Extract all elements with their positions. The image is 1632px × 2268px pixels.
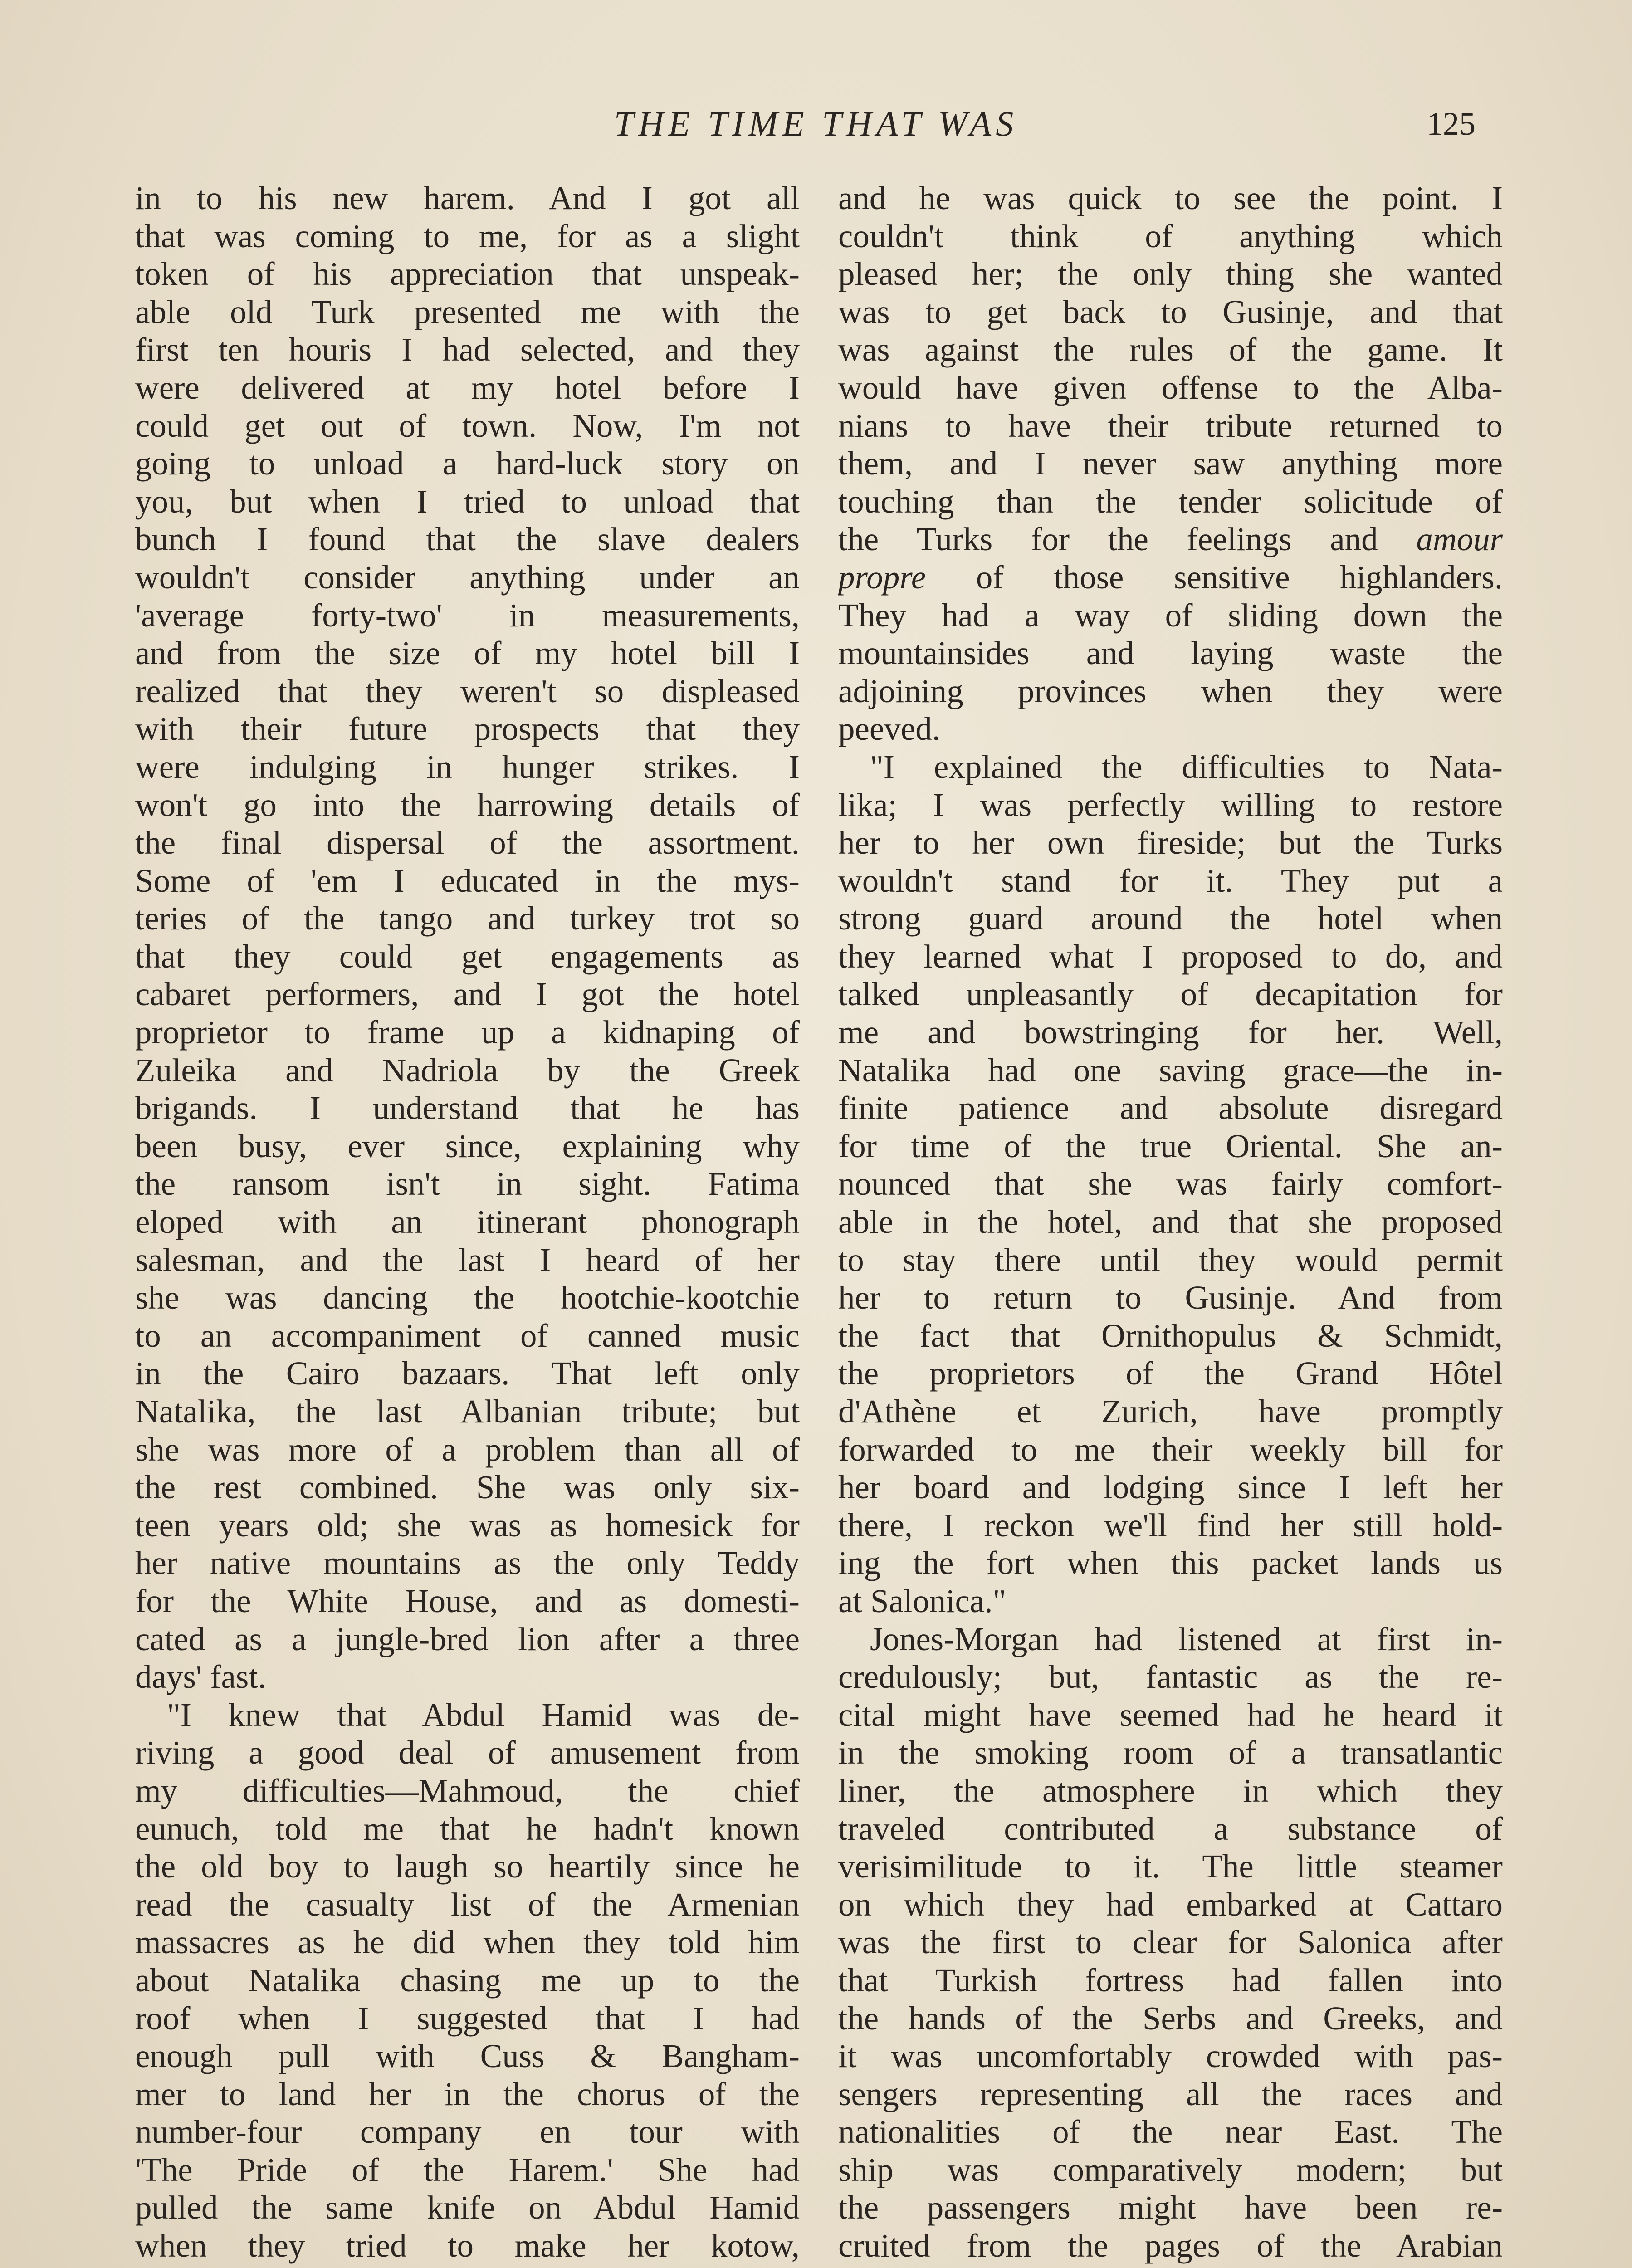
text-column-right — [838, 179, 1503, 2265]
text-line — [135, 862, 800, 900]
text-line — [135, 1317, 800, 1355]
text-line — [838, 2037, 1503, 2075]
line-text: forwarded to me their weekly bill for — [838, 1431, 1503, 1468]
text-line — [135, 1089, 800, 1127]
line-text: me and bowstringing for her. Well, — [838, 1014, 1503, 1051]
line-text: was to get back to Gusinje, and that — [838, 293, 1503, 330]
line-text: strong guard around the hotel when — [838, 900, 1503, 937]
text-line — [135, 786, 800, 824]
line-text: in to his new harem. And I got all — [135, 180, 800, 216]
line-text: liner, the atmosphere in which they — [838, 1772, 1503, 1809]
line-text: in the Cairo bazaars. That left only — [135, 1355, 800, 1392]
line-text: bunch I found that the slave dealers — [135, 521, 800, 558]
text-line — [135, 217, 800, 255]
text-line — [838, 672, 1503, 710]
text-line — [838, 1431, 1503, 1469]
line-text: would have given offense to the Alba- — [838, 369, 1503, 406]
text-line — [135, 1127, 800, 1165]
text-line — [135, 748, 800, 786]
text-line — [135, 2151, 800, 2189]
line-text: touching than the tender solicitude of — [838, 483, 1503, 520]
line-text: Zuleika and Nadriola by the Greek — [135, 1051, 800, 1089]
line-text: number-four company en tour with — [135, 2113, 800, 2151]
text-line — [135, 899, 800, 938]
text-line — [838, 1848, 1503, 1886]
text-line — [838, 1279, 1503, 1317]
line-text: proprietor to frame up a kidnaping of — [135, 1014, 800, 1051]
text-line — [135, 1506, 800, 1545]
line-text: was against the rules of the game. It — [838, 331, 1503, 368]
text-line — [838, 1544, 1503, 1582]
line-text: the rest combined. She was only six- — [135, 1469, 800, 1506]
text-line — [838, 483, 1503, 521]
line-text: wouldn't stand for it. They put a — [838, 862, 1503, 899]
line-text: pleased her; the only thing she wanted — [838, 255, 1503, 293]
text-line — [838, 862, 1503, 900]
text-line — [838, 1582, 1503, 1620]
text-line — [838, 1127, 1503, 1165]
line-text: her board and lodging since I left her — [838, 1469, 1503, 1506]
text-line — [135, 634, 800, 672]
text-line — [135, 293, 800, 331]
text-line — [838, 1961, 1503, 1999]
line-text: mer to land her in the chorus of the — [135, 2075, 800, 2112]
line-text: mountainsides and laying waste the — [838, 635, 1503, 672]
text-line — [135, 1772, 800, 1810]
line-text: cruited from the pages of the Arabian — [838, 2227, 1503, 2264]
italic-phrase: propre — [838, 558, 926, 596]
line-text: her to return to Gusinje. And from — [838, 1279, 1503, 1316]
line-text: it was uncomfortably crowded with pas- — [838, 2038, 1503, 2075]
line-text: massacres as he did when they told him — [135, 1924, 800, 1961]
text-line — [838, 634, 1503, 672]
line-text: eloped with an itinerant phonograph — [135, 1203, 800, 1241]
running-title: THE TIME THAT WAS — [614, 104, 1018, 143]
line-text: her native mountains as the only Teddy — [135, 1545, 800, 1582]
text-line — [135, 1241, 800, 1279]
line-text: about Natalika chasing me up to the — [135, 1961, 800, 1999]
line-text: that they could get engagements as — [135, 938, 800, 975]
line-text: the proprietors of the Grand Hôtel — [838, 1355, 1503, 1392]
text-line — [838, 2075, 1503, 2113]
text-line — [838, 710, 1503, 748]
line-text: 'The Pride of the Harem.' She had — [135, 2151, 800, 2188]
line-text: the passengers might have been re- — [838, 2189, 1503, 2226]
line-text: ing the fort when this packet lands us — [838, 1545, 1503, 1582]
text-line — [838, 2189, 1503, 2227]
line-text: traveled contributed a substance of — [838, 1810, 1503, 1847]
text-line — [838, 217, 1503, 255]
text-line — [135, 1810, 800, 1848]
text-line — [135, 255, 800, 293]
line-text: peeved. — [838, 710, 940, 748]
line-text: were delivered at my hotel before I — [135, 369, 800, 406]
line-text: the ransom isn't in sight. Fatima — [135, 1165, 800, 1202]
line-text: could get out of town. Now, I'm not — [135, 407, 800, 444]
line-text: nians to have their tribute returned to — [838, 407, 1503, 444]
line-text: 'average forty-two' in measurements, — [135, 596, 800, 634]
line-text: enough pull with Cuss & Bangham- — [135, 2038, 800, 2075]
text-line — [838, 179, 1503, 217]
text-line — [135, 520, 800, 558]
line-text: was the first to clear for Salonica after — [838, 1924, 1503, 1961]
text-line — [838, 1810, 1503, 1848]
text-line — [135, 1051, 800, 1090]
line-text: on which they had embarked at Cattaro — [838, 1886, 1503, 1923]
line-text: finite patience and absolute disregard — [838, 1090, 1503, 1127]
text-line — [838, 520, 1503, 558]
text-line — [838, 1696, 1503, 1734]
text-line — [838, 1999, 1503, 2038]
line-text: couldn't think of anything which — [838, 217, 1503, 254]
line-text: Natalika had one saving grace—the in- — [838, 1051, 1503, 1089]
text-line — [135, 710, 800, 748]
line-text: read the casualty list of the Armenian — [135, 1886, 800, 1923]
text-line — [135, 2075, 800, 2113]
text-line — [135, 1886, 800, 1924]
text-line — [135, 483, 800, 521]
line-text: verisimilitude to it. The little steamer — [838, 1848, 1503, 1885]
text-line — [135, 1354, 800, 1393]
text-line — [838, 407, 1503, 445]
text-line — [838, 786, 1503, 824]
line-text: lika; I was perfectly willing to restore — [838, 786, 1503, 823]
line-text: in the smoking room of a transatlantic — [838, 1734, 1503, 1771]
text-column-left — [135, 179, 800, 2265]
line-text: talked unpleasantly of decapitation for — [838, 976, 1503, 1013]
line-text: Jones-Morgan had listened at first in- — [870, 1620, 1503, 1657]
text-line — [838, 899, 1503, 938]
text-line — [838, 2151, 1503, 2189]
text-line — [135, 1431, 800, 1469]
line-text: the fact that Ornithopulus & Schmidt, — [838, 1317, 1503, 1354]
text-line — [838, 445, 1503, 483]
text-line — [838, 2227, 1503, 2265]
line-text: of those sensitive highlanders. — [926, 558, 1503, 596]
text-line — [838, 369, 1503, 407]
text-line — [135, 1165, 800, 1203]
text-line — [135, 824, 800, 862]
text-line — [135, 1696, 800, 1734]
text-line — [838, 1620, 1503, 1658]
text-line — [135, 1203, 800, 1241]
line-text: eunuch, told me that he hadn't known — [135, 1810, 800, 1847]
line-text: They had a way of sliding down the — [838, 596, 1503, 634]
text-line — [838, 1506, 1503, 1545]
text-line — [135, 369, 800, 407]
text-line — [838, 1317, 1503, 1355]
text-line — [838, 1089, 1503, 1127]
line-text: at Salonica." — [838, 1582, 1007, 1619]
line-text: they learned what I proposed to do, and — [838, 938, 1503, 975]
line-text: were indulging in hunger strikes. I — [135, 748, 800, 785]
text-line — [838, 1772, 1503, 1810]
text-line — [838, 255, 1503, 293]
line-text: won't go into the harrowing details of — [135, 786, 800, 823]
line-text: she was dancing the hootchie-kootchie — [135, 1279, 800, 1316]
line-text: brigands. I understand that he has — [135, 1090, 800, 1127]
line-text: Natalika, the last Albanian tribute; but — [135, 1393, 800, 1430]
text-line — [838, 1734, 1503, 1772]
text-line — [135, 2113, 800, 2151]
text-line — [135, 1961, 800, 1999]
line-text: token of his appreciation that unspeak- — [135, 255, 800, 293]
line-text: roof when I suggested that I had — [135, 1999, 800, 2037]
line-text: credulously; but, fantastic as the re- — [838, 1658, 1503, 1696]
line-text: been busy, ever since, explaining why — [135, 1127, 800, 1164]
line-text: ship was comparatively modern; but — [838, 2151, 1503, 2188]
line-text: the final dispersal of the assortment. — [135, 824, 800, 861]
text-line — [135, 1544, 800, 1582]
line-text: going to unload a hard-luck story on — [135, 445, 800, 482]
text-line — [838, 975, 1503, 1013]
line-text: she was more of a problem than all of — [135, 1431, 800, 1468]
text-line — [838, 596, 1503, 635]
line-text: the old boy to laugh so heartily since he — [135, 1848, 800, 1885]
text-line — [135, 1393, 800, 1431]
running-head — [0, 99, 1632, 149]
text-line — [135, 407, 800, 445]
line-text: with their future prospects that they — [135, 710, 800, 748]
text-line — [135, 1734, 800, 1772]
text-line — [135, 938, 800, 976]
text-line — [135, 331, 800, 369]
text-line — [135, 1013, 800, 1051]
line-text: that Turkish fortress had fallen into — [838, 1961, 1503, 1999]
line-text: realized that they weren't so displeased — [135, 672, 800, 709]
line-text: d'Athène et Zurich, have promptly — [838, 1393, 1503, 1430]
line-text: you, but when I tried to unload that — [135, 483, 800, 520]
text-line — [838, 1165, 1503, 1203]
line-text: able old Turk presented me with the — [135, 293, 800, 330]
line-text: "I knew that Abdul Hamid was de- — [167, 1696, 800, 1733]
text-line — [838, 938, 1503, 976]
line-text: the Turks for the feelings and — [838, 521, 1417, 558]
line-text: cated as a jungle-bred lion after a three — [135, 1620, 800, 1657]
line-text: sengers representing all the races and — [838, 2075, 1503, 2112]
line-text: adjoining provinces when they were — [838, 672, 1503, 709]
line-text: nounced that she was fairly comfort- — [838, 1165, 1503, 1202]
text-line — [838, 1203, 1503, 1241]
line-text: first ten houris I had selected, and they — [135, 331, 800, 368]
text-line — [135, 558, 800, 596]
italic-phrase: amour — [1416, 521, 1503, 558]
line-text: teen years old; she was as homesick for — [135, 1506, 800, 1544]
text-line — [135, 1620, 800, 1658]
text-line — [135, 1848, 800, 1886]
text-line — [135, 672, 800, 710]
line-text: pulled the same knife on Abdul Hamid — [135, 2189, 800, 2226]
text-line — [838, 1468, 1503, 1506]
text-line — [135, 596, 800, 635]
line-text: for time of the true Oriental. She an- — [838, 1127, 1503, 1164]
line-text: salesman, and the last I heard of her — [135, 1241, 800, 1278]
line-text: there, I reckon we'll find her still hold- — [838, 1506, 1503, 1544]
text-line — [135, 1658, 800, 1696]
line-text: and from the size of my hotel bill I — [135, 635, 800, 672]
line-text: able in the hotel, and that she proposed — [838, 1203, 1503, 1241]
text-line — [135, 179, 800, 217]
line-text: cabaret performers, and I got the hotel — [135, 976, 800, 1013]
text-line — [838, 1923, 1503, 1961]
text-line — [135, 2189, 800, 2227]
text-line — [838, 1241, 1503, 1279]
text-line — [838, 2113, 1503, 2151]
line-text: Some of 'em I educated in the mys- — [135, 862, 800, 899]
line-text: teries of the tango and turkey trot so — [135, 900, 800, 937]
text-line — [135, 1468, 800, 1506]
text-line — [838, 824, 1503, 862]
line-text: that was coming to me, for as a slight — [135, 217, 800, 254]
line-text: "I explained the difficulties to Nata- — [870, 748, 1503, 785]
text-line — [135, 1582, 800, 1620]
text-line — [838, 1886, 1503, 1924]
text-line — [838, 293, 1503, 331]
text-line — [838, 331, 1503, 369]
line-text: for the White House, and as domesti- — [135, 1582, 800, 1619]
line-text: them, and I never saw anything more — [838, 445, 1503, 482]
line-text: to an accompaniment of canned music — [135, 1317, 800, 1354]
line-text: when they tried to make her kotow, — [135, 2227, 800, 2264]
text-line — [135, 1999, 800, 2038]
text-line — [135, 975, 800, 1013]
text-line — [135, 2227, 800, 2265]
text-line — [135, 1279, 800, 1317]
text-line — [838, 1013, 1503, 1051]
line-text: and he was quick to see the point. I — [838, 180, 1503, 216]
text-line — [838, 748, 1503, 786]
line-text: days' fast. — [135, 1658, 266, 1696]
line-text: wouldn't consider anything under an — [135, 558, 800, 596]
text-line — [838, 1354, 1503, 1393]
text-line — [838, 558, 1503, 596]
line-text: the hands of the Serbs and Greeks, and — [838, 1999, 1503, 2037]
line-text: nationalities of the near East. The — [838, 2113, 1503, 2151]
text-line — [838, 1051, 1503, 1090]
line-text: cital might have seemed had he heard it — [838, 1696, 1503, 1733]
page-number: 125 — [1427, 106, 1476, 142]
text-line — [838, 1393, 1503, 1431]
line-text: my difficulties—Mahmoud, the chief — [135, 1772, 800, 1809]
text-line — [135, 2037, 800, 2075]
text-line — [838, 1658, 1503, 1696]
text-line — [135, 445, 800, 483]
text-line — [135, 1923, 800, 1961]
line-text: her to her own fireside; but the Turks — [838, 824, 1503, 861]
line-text: riving a good deal of amusement from — [135, 1734, 800, 1771]
line-text: to stay there until they would permit — [838, 1241, 1503, 1278]
